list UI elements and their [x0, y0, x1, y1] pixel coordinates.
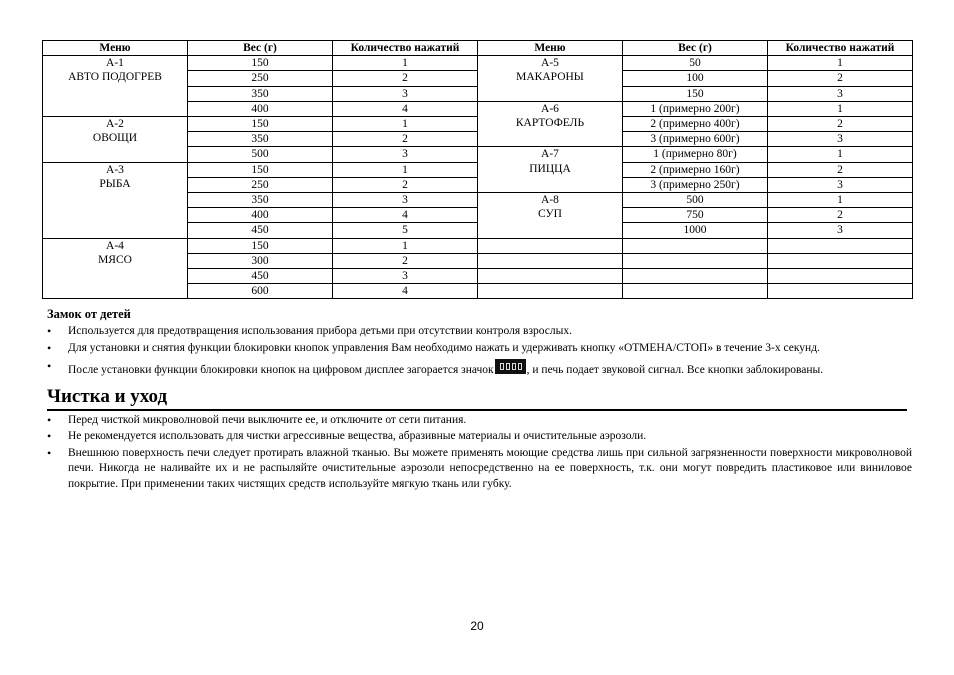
bullet-text-end: , и печь подает звуковой сигнал. Все кнопки заблокированы. [526, 364, 824, 377]
weight-cell: 450 [188, 269, 333, 284]
weight-cell: 750 [623, 208, 768, 223]
presses-cell: 3 [768, 177, 913, 192]
menu-code: А-1 [106, 57, 124, 70]
weight-cell: 3 (примерно 600г) [623, 132, 768, 147]
weight-cell: 400 [188, 208, 333, 223]
empty-cell [768, 269, 913, 284]
bullet-text-start: После установки функции блокировки кнопок на цифровом дисплее загорается значок [68, 364, 494, 377]
page-content [42, 40, 912, 493]
table-row [43, 56, 913, 71]
cleaning-list [42, 413, 912, 493]
presses-cell: 3 [768, 223, 913, 238]
weight-cell: 600 [188, 284, 333, 299]
presses-cell: 1 [768, 56, 913, 71]
menu-category-cell [43, 117, 188, 163]
presses-cell: 2 [768, 71, 913, 86]
menu-category-cell [43, 238, 188, 299]
presses-cell: 3 [768, 86, 913, 101]
presses-cell: 2 [768, 162, 913, 177]
list-item [68, 359, 912, 379]
menu-code: А-7 [541, 148, 559, 161]
presses-cell: 1 [333, 238, 478, 253]
header-cell: Меню [43, 41, 188, 56]
table-header-row [43, 41, 913, 56]
weight-cell: 400 [188, 101, 333, 116]
child-lock-list [42, 324, 912, 379]
menu-name: АВТО ПОДОГРЕВ [68, 71, 162, 84]
presses-cell: 3 [333, 193, 478, 208]
presses-cell: 1 [333, 56, 478, 71]
header-cell: Вес (г) [188, 41, 333, 56]
menu-category-cell [478, 101, 623, 147]
menu-code: А-5 [541, 57, 559, 70]
presses-cell: 5 [333, 223, 478, 238]
menu-category-cell [478, 193, 623, 239]
menu-code: А-8 [541, 194, 559, 207]
weight-cell: 150 [623, 86, 768, 101]
weight-cell: 1000 [623, 223, 768, 238]
weight-cell: 150 [188, 56, 333, 71]
presses-cell: 2 [333, 71, 478, 86]
weight-cell: 150 [188, 117, 333, 132]
menu-category-cell [43, 56, 188, 117]
list-item: • Для установки и снятия функции блокировки кнопок управления Вам необходимо нажать и удерживать кнопку «ОТМЕНА/СТОП» в течение 3-х секунд. [68, 341, 912, 357]
header-cell: Количество нажатий [768, 41, 913, 56]
list-item: • Используется для предотвращения использования прибора детьми при отсутствии контроля взрослых. [68, 324, 912, 340]
presses-cell: 1 [768, 101, 913, 116]
weight-cell: 500 [623, 193, 768, 208]
weight-cell: 1 (примерно 80г) [623, 147, 768, 162]
empty-cell [623, 269, 768, 284]
presses-cell: 1 [333, 117, 478, 132]
header-cell: Вес (г) [623, 41, 768, 56]
empty-cell [478, 238, 623, 253]
empty-cell [623, 284, 768, 299]
menu-category-cell [478, 147, 623, 193]
weight-cell: 50 [623, 56, 768, 71]
weight-cell: 500 [188, 147, 333, 162]
presses-cell: 1 [768, 193, 913, 208]
weight-cell: 1 (примерно 200г) [623, 101, 768, 116]
empty-cell [768, 253, 913, 268]
weight-cell: 150 [188, 238, 333, 253]
presses-cell: 3 [333, 269, 478, 284]
lcd-lock-icon [495, 359, 526, 374]
presses-cell: 2 [333, 132, 478, 147]
menu-code: А-3 [106, 163, 124, 176]
weight-cell: 3 (примерно 250г) [623, 177, 768, 192]
menu-name: МАКАРОНЫ [516, 71, 584, 84]
menu-code: А-2 [106, 118, 124, 131]
weight-cell: 350 [188, 132, 333, 147]
weight-cell: 300 [188, 253, 333, 268]
menu-name: МЯСО [98, 253, 132, 266]
presses-cell: 4 [333, 284, 478, 299]
menu-name: ОВОЩИ [92, 132, 138, 145]
presses-cell: 2 [768, 208, 913, 223]
menu-name: РЫБА [99, 177, 131, 190]
weight-cell: 350 [188, 193, 333, 208]
table-body [43, 56, 913, 299]
presses-cell: 2 [333, 177, 478, 192]
header-cell: Количество нажатий [333, 41, 478, 56]
list-item: • Перед чисткой микроволновой печи выключите ее, и отключите от сети питания. [68, 413, 912, 429]
empty-cell [478, 253, 623, 268]
presses-cell: 1 [768, 147, 913, 162]
header-cell: Меню [478, 41, 623, 56]
list-item: • Внешнюю поверхность печи следует протирать влажной тканью. Вы можете применять моющие средства лишь при сильной загрязненности поверхности микроволновой печи. Никогда не наливайте их и не распыляйте очистительные аэрозоли непосредственно на ее поверхность, т.к. они могут повредить пластиковое или виниловое покрытие. При применении таких чистящих средств используйте мягкую ткань или губку. [68, 446, 912, 493]
list-item: • Не рекомендуется использовать для чистки агрессивные вещества, абразивные материалы и очистительные аэрозоли. [68, 429, 912, 445]
weight-cell: 450 [188, 223, 333, 238]
presses-cell: 3 [333, 86, 478, 101]
table-row [43, 238, 913, 253]
presses-cell: 2 [333, 253, 478, 268]
page-number: 20 [470, 619, 484, 633]
weight-cell: 150 [188, 162, 333, 177]
weight-cell: 250 [188, 71, 333, 86]
empty-cell [768, 284, 913, 299]
menu-code: А-6 [541, 102, 559, 115]
child-lock-title: Замок от детей [47, 307, 131, 322]
empty-cell [768, 238, 913, 253]
cleaning-title: Чистка и уход [47, 386, 907, 411]
presses-cell: 1 [333, 162, 478, 177]
presses-cell: 4 [333, 101, 478, 116]
menu-name: КАРТОФЕЛЬ [515, 117, 585, 130]
menu-category-cell [478, 56, 623, 102]
weight-cell: 2 (примерно 160г) [623, 162, 768, 177]
presses-cell: 3 [768, 132, 913, 147]
presses-cell: 4 [333, 208, 478, 223]
menu-category-cell [43, 162, 188, 238]
menu-name: СУП [538, 208, 562, 221]
presses-cell: 2 [768, 117, 913, 132]
weight-cell: 100 [623, 71, 768, 86]
menu-name: ПИЦЦА [529, 162, 571, 175]
empty-cell [478, 269, 623, 284]
empty-cell [478, 284, 623, 299]
weight-cell: 2 (примерно 400г) [623, 117, 768, 132]
empty-cell [623, 238, 768, 253]
menu-table [42, 40, 913, 299]
weight-cell: 350 [188, 86, 333, 101]
presses-cell: 3 [333, 147, 478, 162]
empty-cell [623, 253, 768, 268]
weight-cell: 250 [188, 177, 333, 192]
menu-code: А-4 [106, 239, 124, 252]
